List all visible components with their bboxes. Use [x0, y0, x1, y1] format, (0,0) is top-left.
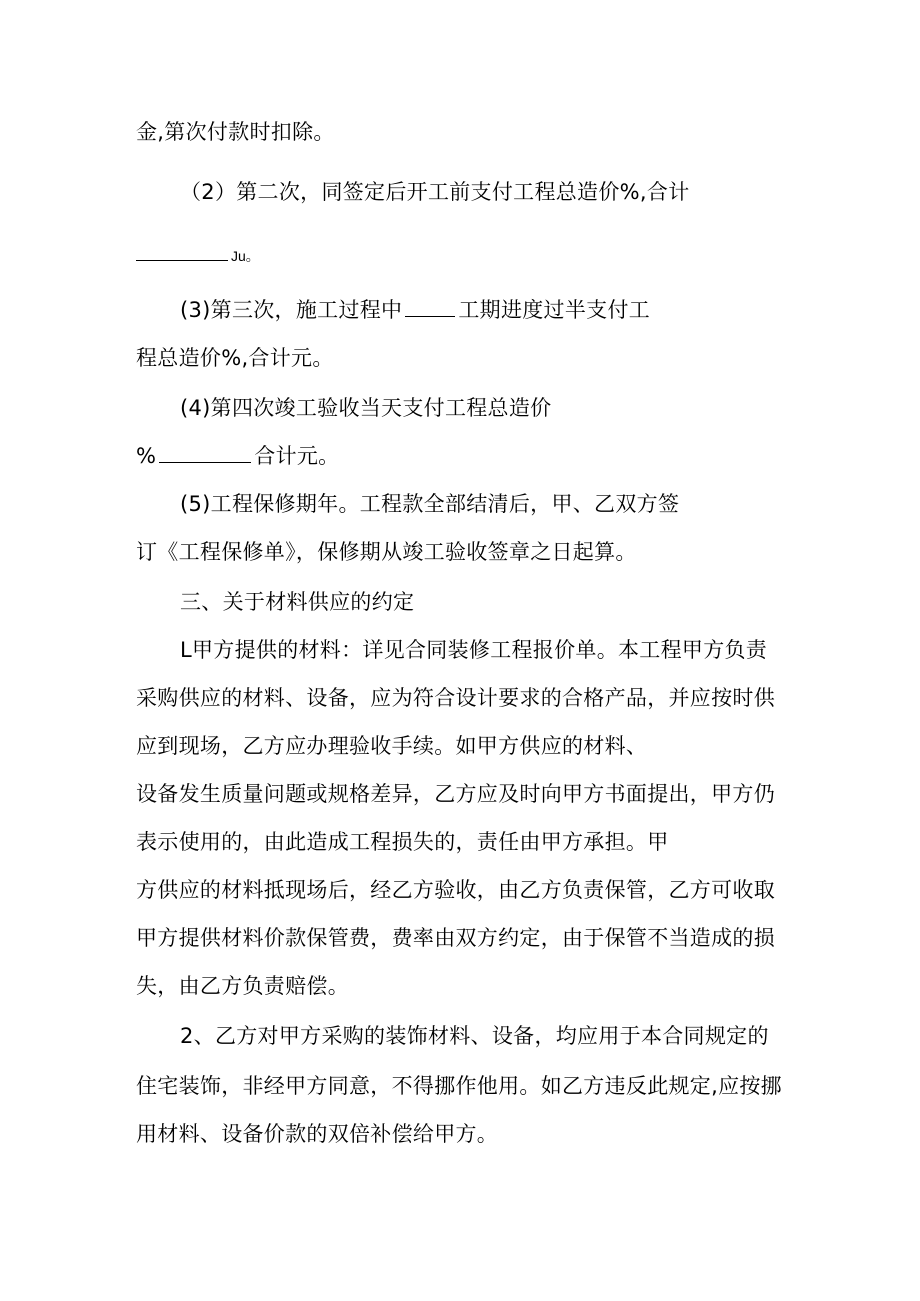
text-line: (5)工程保修期年。工程款全部结清后，甲、乙双方签 — [180, 492, 680, 516]
text-line: 金,第次付款时扣除。 — [136, 120, 335, 144]
text-fragment: 合计元。 — [254, 444, 340, 468]
text-fragment: Ju。 — [231, 248, 260, 264]
text-line: 失，由乙方负责赔偿。 — [136, 974, 349, 998]
text-line: 方供应的材料抵现场后，经乙方验收，由乙方负责保管，乙方可收取 — [136, 878, 775, 902]
fill-in-blank — [405, 296, 455, 317]
fill-in-blank — [159, 442, 251, 463]
text-line: L甲方提供的材料：详见合同装修工程报价单。本工程甲方负责 — [180, 638, 768, 662]
text-line: 订《工程保修单》，保修期从竣工验收签章之日起算。 — [136, 540, 637, 564]
text-line: 表示使用的，由此造成工程损失的，责任由甲方承担。甲 — [136, 830, 669, 854]
text-line: 甲方提供材料价款保管费，费率由双方约定，由于保管不当造成的损 — [136, 926, 775, 950]
text-line: （2）第二次，同签定后开工前支付工程总造价%,合计 — [180, 180, 690, 204]
text-line — [180, 296, 650, 324]
text-line: 采购供应的材料、设备，应为符合设计要求的合格产品，并应按时供 — [136, 686, 775, 710]
section-heading: 三、关于材料供应的约定 — [180, 590, 415, 614]
text-line: 程总造价%,合计元。 — [136, 346, 334, 370]
text-fragment: 工期进度过半支付工 — [458, 298, 651, 322]
text-fragment: (3)第三次，施工过程中 — [180, 298, 403, 322]
text-fragment: % — [136, 444, 157, 468]
text-line: 2、乙方对甲方采购的装饰材料、设备，均应用于本合同规定的 — [180, 1024, 769, 1048]
text-line-blank — [136, 240, 260, 270]
fill-in-blank — [136, 242, 228, 261]
text-line: (4)第四次竣工验收当天支付工程总造价 — [180, 396, 552, 420]
text-line: 应到现场，乙方应办理验收手续。如甲方供应的材料、 — [136, 734, 648, 758]
text-line: 住宅装饰，非经甲方同意，不得挪作他用。如乙方违反此规定,应按挪 — [136, 1074, 782, 1098]
text-line: 用材料、设备价款的双倍补偿给甲方。 — [136, 1122, 499, 1146]
text-line — [136, 442, 339, 470]
text-line: 设备发生质量问题或规格差异，乙方应及时向甲方书面提出，甲方仍 — [136, 782, 775, 806]
